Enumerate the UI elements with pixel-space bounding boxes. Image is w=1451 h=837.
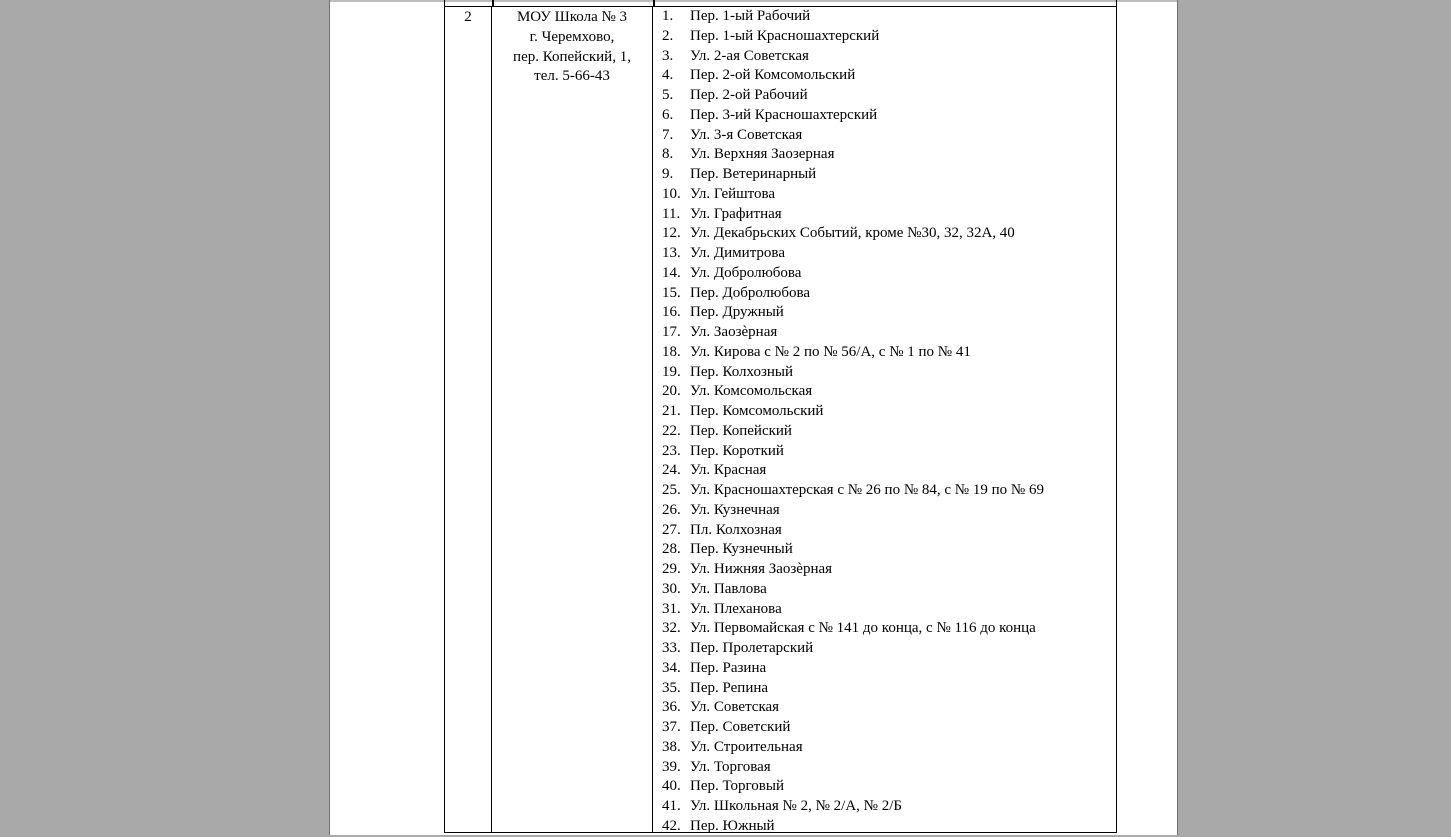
street-list-item bbox=[662, 718, 1116, 738]
school-name: МОУ Школа № 3 bbox=[516, 9, 628, 25]
row-number: 2 bbox=[464, 9, 472, 25]
street-list-item bbox=[662, 224, 1116, 244]
street-name: Пер. Разина bbox=[690, 659, 767, 676]
street-name: Пер. Советский bbox=[690, 719, 791, 735]
street-name: Пер. Кузнечный bbox=[690, 541, 793, 558]
street-list-item bbox=[662, 126, 1116, 146]
street-name: Ул. Плеханова bbox=[690, 600, 782, 617]
street-list bbox=[662, 7, 1116, 837]
street-list-item bbox=[662, 580, 1116, 600]
street-index: 38. bbox=[662, 738, 681, 755]
street-index: 12. bbox=[662, 225, 681, 242]
street-list-item bbox=[662, 303, 1116, 323]
school-address: пер. Копейский, 1, bbox=[513, 48, 631, 65]
street-list-item bbox=[662, 363, 1116, 383]
street-list-item bbox=[662, 758, 1116, 778]
street-name: Пер. Торговый bbox=[690, 778, 784, 795]
street-name: Пер. Репина bbox=[690, 679, 769, 696]
street-list-item bbox=[662, 185, 1116, 205]
school-districts-table bbox=[444, 6, 1117, 833]
street-list-item bbox=[662, 244, 1116, 264]
street-index: 40. bbox=[662, 778, 681, 795]
street-name: Ул. Верхняя Заозерная bbox=[690, 146, 835, 163]
street-list-item bbox=[662, 560, 1116, 580]
street-index: 16. bbox=[662, 304, 681, 321]
street-list-item bbox=[662, 442, 1116, 462]
street-name: Ул. Комсомольская bbox=[690, 383, 813, 400]
street-index: 14. bbox=[662, 264, 681, 281]
street-index: 25. bbox=[662, 482, 681, 498]
street-index: 15. bbox=[662, 284, 681, 301]
street-index: 10. bbox=[662, 185, 681, 202]
street-index: 18. bbox=[662, 343, 681, 360]
document-page bbox=[329, 0, 1178, 835]
street-name: Ул. Кирова с № 2 по № 56/А, с № 1 по № 41 bbox=[690, 343, 971, 360]
street-name: Пер. Пролетарский bbox=[690, 640, 814, 656]
street-name: Ул. Красная bbox=[690, 462, 767, 479]
street-name: Ул. 2-ая Советская bbox=[690, 47, 809, 64]
street-name: Ул. Декабрьских Событий, кроме №30, 32, 32А, 40 bbox=[690, 225, 1015, 242]
street-index: 1. bbox=[662, 8, 674, 24]
street-index: 8. bbox=[662, 146, 674, 163]
street-index: 5. bbox=[662, 87, 674, 103]
street-name: Ул. Добролюбова bbox=[690, 264, 802, 281]
street-list-item bbox=[662, 86, 1116, 106]
street-list-item bbox=[662, 165, 1116, 185]
street-list-item bbox=[662, 619, 1116, 639]
streets-cell bbox=[653, 7, 1116, 832]
street-index: 7. bbox=[662, 126, 674, 143]
street-index: 22. bbox=[662, 422, 681, 439]
street-name: Пер. Ветеринарный bbox=[690, 166, 817, 182]
street-list-item bbox=[662, 679, 1116, 699]
street-list-item bbox=[662, 145, 1116, 165]
street-index: 35. bbox=[662, 679, 681, 696]
street-name: Пер. Короткий bbox=[690, 442, 784, 459]
street-list-item bbox=[662, 422, 1116, 442]
street-list-item bbox=[662, 481, 1116, 501]
street-index: 32. bbox=[662, 620, 681, 637]
street-index: 27. bbox=[662, 521, 681, 538]
street-list-item bbox=[662, 639, 1116, 659]
street-name: Ул. Димитрова bbox=[690, 245, 785, 261]
street-list-item bbox=[662, 777, 1116, 797]
street-index: 3. bbox=[662, 47, 674, 64]
street-name: Пер. 2-ой Комсомольский bbox=[690, 67, 856, 84]
street-list-item bbox=[662, 323, 1116, 343]
street-list-item bbox=[662, 66, 1116, 86]
street-index: 31. bbox=[662, 600, 681, 617]
street-name: Ул. Нижняя Заозѐрная bbox=[690, 561, 833, 577]
street-list-item bbox=[662, 382, 1116, 402]
street-index: 28. bbox=[662, 541, 681, 558]
street-list-item bbox=[662, 7, 1116, 27]
street-list-item bbox=[662, 461, 1116, 481]
street-list-item bbox=[662, 817, 1116, 837]
street-list-item bbox=[662, 659, 1116, 679]
street-list-item bbox=[662, 501, 1116, 521]
street-name: Ул. Графитная bbox=[690, 205, 782, 222]
street-name: Ул. 3-я Советская bbox=[690, 126, 803, 143]
street-index: 4. bbox=[662, 67, 674, 84]
street-index: 11. bbox=[662, 205, 681, 222]
street-name: Пер. Дружный bbox=[690, 304, 784, 321]
street-index: 24. bbox=[662, 462, 681, 479]
street-list-item bbox=[662, 284, 1116, 304]
street-name: Ул. Торговая bbox=[690, 758, 771, 775]
street-list-item bbox=[662, 343, 1116, 363]
street-index: 17. bbox=[662, 324, 681, 340]
school-phone: тел. 5-66-43 bbox=[534, 68, 610, 85]
street-name: Пер. 1-ый Красношахтерский bbox=[690, 27, 880, 44]
street-name: Пл. Колхозная bbox=[690, 521, 782, 538]
street-list-item bbox=[662, 106, 1116, 126]
street-name: Ул. Строительная bbox=[690, 738, 803, 755]
street-name: Ул. Гейштова bbox=[690, 185, 776, 202]
street-name: Ул. Первомайская с № 141 до конца, с № 116 до конца bbox=[690, 620, 1036, 637]
street-index: 13. bbox=[662, 245, 681, 261]
school-cell bbox=[492, 7, 653, 832]
street-index: 41. bbox=[662, 798, 681, 814]
street-index: 23. bbox=[662, 442, 681, 459]
street-name: Пер. 3-ий Красношахтерский bbox=[690, 106, 878, 123]
street-name: Ул. Павлова bbox=[690, 580, 767, 597]
street-list-item bbox=[662, 600, 1116, 620]
street-name: Ул. Советская bbox=[690, 699, 780, 716]
street-name: Пер. 2-ой Рабочий bbox=[690, 87, 808, 103]
row-number-cell bbox=[445, 7, 492, 832]
street-name: Пер. Южный bbox=[690, 817, 775, 834]
street-name: Пер. Копейский bbox=[690, 422, 792, 439]
street-list-item bbox=[662, 797, 1116, 817]
street-index: 2. bbox=[662, 27, 674, 44]
street-list-item bbox=[662, 738, 1116, 758]
street-index: 29. bbox=[662, 561, 681, 577]
street-index: 36. bbox=[662, 699, 681, 716]
street-index: 33. bbox=[662, 640, 681, 656]
street-name: Ул. Кузнечная bbox=[690, 501, 780, 518]
street-list-item bbox=[662, 540, 1116, 560]
street-name: Пер. 1-ый Рабочий bbox=[690, 8, 811, 24]
street-name: Пер. Колхозный bbox=[690, 363, 794, 380]
street-name: Ул. Заозѐрная bbox=[690, 324, 778, 340]
street-list-item bbox=[662, 205, 1116, 225]
street-index: 6. bbox=[662, 106, 674, 123]
street-list-item bbox=[662, 698, 1116, 718]
street-index: 21. bbox=[662, 403, 681, 419]
school-city: г. Черемхово, bbox=[529, 28, 615, 45]
street-index: 20. bbox=[662, 383, 681, 400]
street-index: 42. bbox=[662, 817, 681, 834]
street-name: Ул. Красношахтерская с № 26 по № 84, с № 19 по № 69 bbox=[690, 482, 1044, 498]
street-list-item bbox=[662, 402, 1116, 422]
street-list-item bbox=[662, 47, 1116, 67]
street-index: 37. bbox=[662, 719, 681, 735]
street-index: 19. bbox=[662, 363, 681, 380]
street-list-item bbox=[662, 264, 1116, 284]
street-list-item bbox=[662, 27, 1116, 47]
street-index: 39. bbox=[662, 758, 681, 775]
street-list-item bbox=[662, 521, 1116, 541]
street-index: 30. bbox=[662, 580, 681, 597]
street-name: Пер. Добролюбова bbox=[690, 284, 811, 301]
street-index: 34. bbox=[662, 659, 681, 676]
street-index: 9. bbox=[662, 166, 674, 182]
street-index: 26. bbox=[662, 501, 681, 518]
street-name: Пер. Комсомольский bbox=[690, 403, 824, 419]
street-name: Ул. Школьная № 2, № 2/А, № 2/Б bbox=[690, 798, 902, 814]
